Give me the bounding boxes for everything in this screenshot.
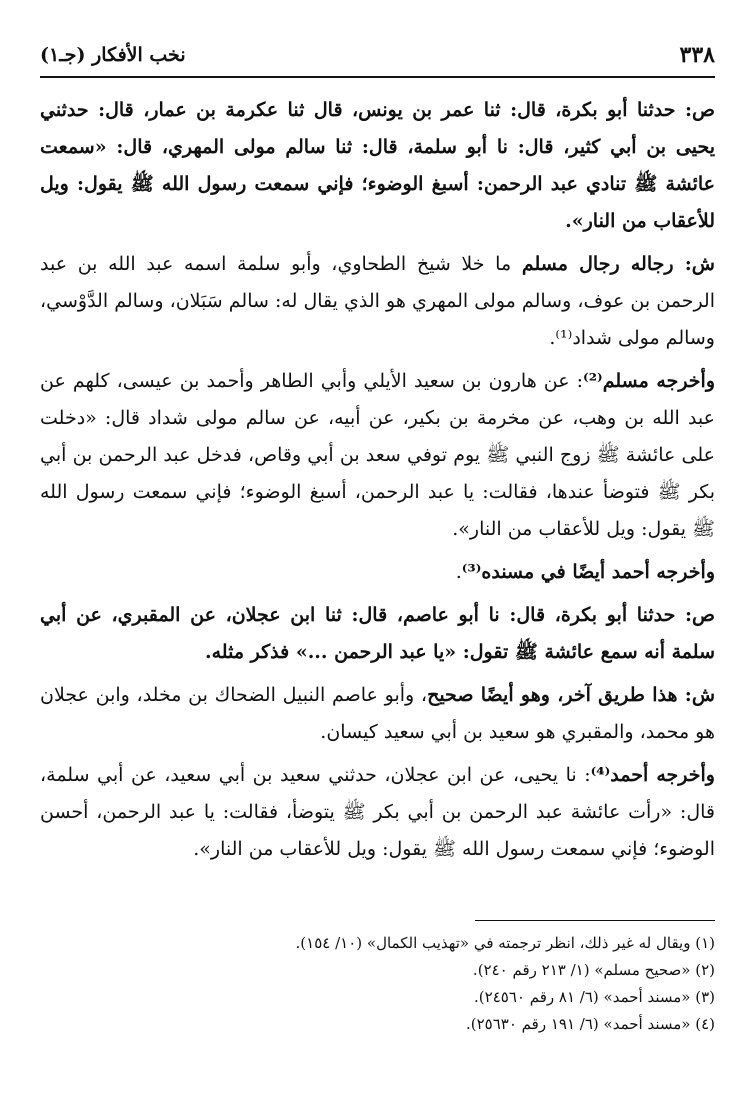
paragraph-text: ما خلا شيخ الطحاوي، وأبو سلمة اسمه عبد الله بن عبد الرحمن بن عوف، وسالم مولى المهري هو الذي يقال له: سالم سَبَلان، وسالم الدَّوْسي، وسالم مولى شداد⁽¹⁾. [40,253,715,349]
footnote-rule [475,920,715,921]
paragraph-text: . [455,561,462,583]
paragraph-lead: ص: [675,99,715,121]
paragraph-text: : عن هارون بن سعيد الأيلي وأبي الطاهر وأحمد بن عيسى، كلهم عن عبد الله بن وهب، عن مخرمة بن بكير، عن أبيه، عن سالم مولى شداد قال: «دخلت على عائشة ﷺ زوج النبي ﷺ يوم توفي سعد بن أبي وقاص، فدخل عبد الرحمن بن أبي بكر ﷺ فتوضأ عندها، فقالت: يا عبد الرحمن، أسبغ الوضوء؛ فإني سمعت رسول الله ﷺ يقول: ويل للأعقاب من النار». [40,370,715,540]
paragraph [40,597,715,671]
paragraph-lead: ش: [677,684,716,706]
page-header [40,38,715,72]
main-text [40,92,715,874]
paragraph-lead: ص: [675,604,716,626]
paragraph [40,677,715,751]
footnote: (٢) «صحيح مسلم» (١/ ٢١٣ رقم ٢٤٠). [472,961,715,979]
footnotes [40,930,715,1038]
footnote: (٣) «مسند أحمد» (٦/ ٨١ رقم ٢٤٥٦٠). [474,988,715,1006]
paragraph [40,246,715,357]
paragraph [40,363,715,548]
page-number: ٣٣٨ [679,42,715,68]
footnote: (٤) «مسند أحمد» (٦/ ١٩١ رقم ٢٥٦٣٠). [465,1015,715,1033]
paragraph [40,554,715,591]
paragraph-bold-text: وأخرجه أحمد⁽⁴⁾ [590,764,715,786]
paragraph [40,92,715,240]
paragraph [40,757,715,868]
running-title: نخب الأفكار (جـ١) [40,44,186,66]
paragraph-bold-text: هذا طريق آخر، وهو أيضًا صحيح [427,684,678,706]
footnote: (١) ويقال له غير ذلك، انظر ترجمته في «تهذيب الكمال» (١٠/ ١٥٤). [295,934,715,952]
paragraph-bold-text: وأخرجه أحمد أيضًا في مسنده⁽³⁾ [461,561,715,583]
paragraph-bold-text: وأخرجه مسلم⁽²⁾ [583,370,715,392]
paragraph-bold-text: حدثنا أبو بكرة، قال: ثنا عمر بن يونس، قال ثنا عكرمة بن عمار، قال: حدثني يحيى بن أبي كثير، قال: نا أبو سلمة، قال: ثنا سالم مولى المهري، قال: «سمعت عائشة ﷺ تنادي عبد الرحمن: أسبغ الوضوء؛ فإني سمعت رسول الله ﷺ يقول: ويل للأعقاب من النار». [40,99,715,232]
paragraph-bold-text: رجاله رجال مسلم [521,253,674,275]
header-rule [40,76,715,78]
paragraph-text: ، وأبو عاصم النبيل الضحاك بن مخلد، وابن عجلان هو محمد، والمقبري هو سعيد بن أبي سعيد كيسان. [40,684,715,743]
paragraph-lead: ش: [673,253,715,275]
paragraph-text: : نا يحيى، عن ابن عجلان، حدثني سعيد بن أبي سعيد، عن أبي سلمة، قال: «رأت عائشة عبد الرحمن بن أبي بكر ﷺ يتوضأ، فقالت: يا عبد الرحمن، أحسن الوضوء؛ فإني سمعت رسول الله ﷺ يقول: ويل للأعقاب من النار». [40,764,715,860]
paragraph-bold-text: حدثنا أبو بكرة، قال: نا أبو عاصم، قال: ثنا ابن عجلان، عن المقبري، عن أبي سلمة أنه سمع عائشة ﷺ تقول: «يا عبد الرحمن ...» فذكر مثله. [40,604,715,663]
